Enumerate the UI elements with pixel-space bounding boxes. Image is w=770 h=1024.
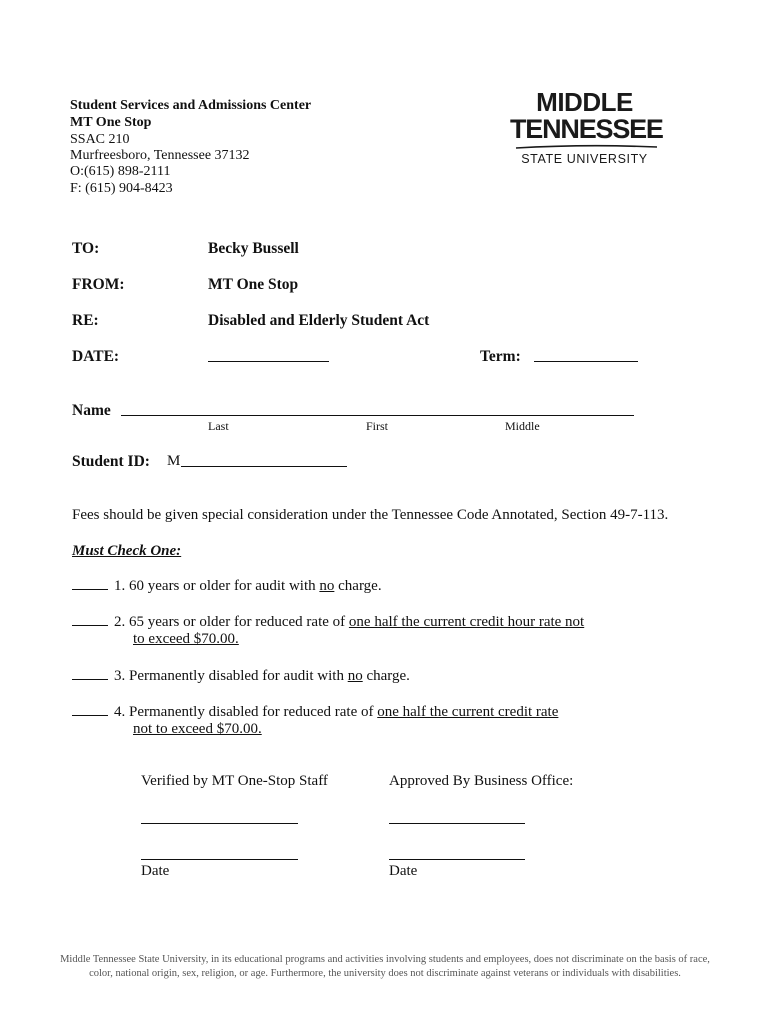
name-middle-caption: Middle — [505, 419, 540, 433]
nondiscrimination-footer — [40, 953, 730, 981]
office-name: Student Services and Admissions Center — [70, 98, 312, 113]
from-label: FROM: — [72, 276, 125, 293]
fax: F: (615) 904-8423 — [70, 181, 173, 196]
from-value: MT One Stop — [208, 276, 299, 293]
logo-line-middle: MIDDLE — [536, 87, 633, 117]
fees-statement: Fees should be given special consideration under the Tennessee Code Annotated, Section 49-7-113. — [72, 507, 669, 523]
verified-date-line[interactable] — [141, 859, 298, 860]
term-field[interactable] — [534, 361, 638, 362]
verified-date-caption: Date — [141, 863, 170, 879]
term-label: Term: — [480, 348, 521, 365]
approved-signature-line[interactable] — [389, 823, 525, 824]
option-3: 3. Permanently disabled for audit with no charge. — [72, 667, 410, 685]
phone: O:(615) 898-2111 — [70, 164, 171, 179]
re-label: RE: — [72, 312, 99, 329]
name-first-caption: First — [366, 419, 389, 433]
option-4-checkbox-line[interactable] — [72, 703, 108, 716]
approved-date-caption: Date — [389, 863, 418, 879]
university-logo — [510, 87, 663, 170]
option-4: 4. Permanently disabled for reduced rate of one half the current credit rate — [72, 703, 558, 721]
re-value: Disabled and Elderly Student Act — [208, 312, 430, 329]
must-check-heading: Must Check One: — [72, 543, 182, 559]
approved-label: Approved By Business Office: — [389, 773, 574, 789]
name-last-caption: Last — [208, 419, 229, 433]
logo-line-state-university: STATE UNIVERSITY — [521, 152, 648, 166]
verified-signature-line[interactable] — [141, 823, 298, 824]
verified-label: Verified by MT One-Stop Staff — [141, 773, 328, 789]
date-label: DATE: — [72, 348, 120, 365]
student-id-field[interactable] — [181, 466, 347, 467]
footer-line-1: Middle Tennessee State University, in its educational programs and activities involving students and employees, does not discriminate on the basis of race, — [60, 954, 710, 965]
student-id-prefix: M — [167, 453, 181, 469]
option-3-checkbox-line[interactable] — [72, 667, 108, 680]
name-label: Name — [72, 402, 111, 419]
option-4-line2: not to exceed $70.00. — [133, 721, 262, 737]
room: SSAC 210 — [70, 132, 130, 147]
option-2: 2. 65 years or older for reduced rate of one half the current credit hour rate not — [72, 613, 584, 631]
option-2-line2: to exceed $70.00. — [133, 631, 239, 647]
student-id-label: Student ID: — [72, 453, 150, 470]
option-2-checkbox-line[interactable] — [72, 613, 108, 626]
logo-line-tennessee: TENNESSEE — [510, 114, 663, 144]
approved-date-line[interactable] — [389, 859, 525, 860]
footer-line-2: color, national origin, sex, religion, or age. Furthermore, the university does not discriminate against veterans or individuals with disabilities. — [89, 968, 681, 979]
to-label: TO: — [72, 240, 100, 257]
name-field[interactable] — [121, 415, 634, 416]
option-1-checkbox-line[interactable] — [72, 577, 108, 590]
logo-swoosh-icon — [514, 144, 659, 150]
city: Murfreesboro, Tennessee 37132 — [70, 148, 250, 163]
unit-name: MT One Stop — [70, 115, 152, 130]
to-value: Becky Bussell — [208, 240, 299, 257]
date-field[interactable] — [208, 361, 329, 362]
option-1: 1. 60 years or older for audit with no charge. — [72, 577, 382, 595]
